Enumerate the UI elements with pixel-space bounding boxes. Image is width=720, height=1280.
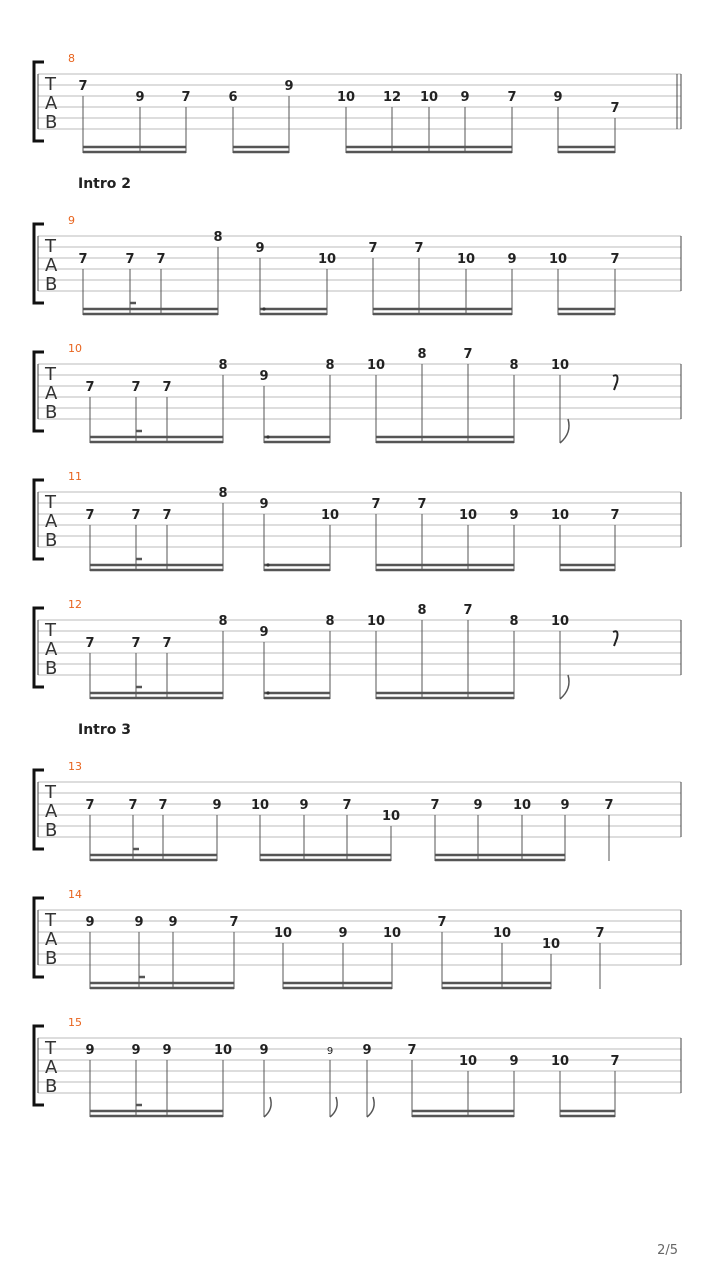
tab-letter-a: A — [45, 93, 58, 114]
fret-number: 10 — [317, 252, 337, 267]
section-label: Intro 2 — [78, 176, 132, 192]
fret-number: 9 — [85, 915, 95, 930]
fret-number: 10 — [382, 926, 402, 941]
fret-number: 10 — [419, 90, 439, 105]
fret-number: 7 — [604, 798, 614, 813]
fret-number: 7 — [417, 497, 427, 512]
fret-number: 8 — [417, 347, 427, 362]
fret-number: 9 — [259, 369, 269, 384]
fret-number: 9 — [560, 798, 570, 813]
measure-number: 14 — [68, 888, 82, 901]
fret-number: 10 — [336, 90, 356, 105]
rhythm-dot — [266, 435, 269, 438]
tab-letter-t: T — [45, 620, 56, 641]
fret-number: 10 — [458, 508, 478, 523]
fret-number: 7 — [368, 241, 378, 256]
fret-number: 10 — [250, 798, 270, 813]
fret-number: 7 — [610, 1054, 620, 1069]
measure-number: 11 — [68, 470, 82, 483]
fret-number: 8 — [325, 614, 335, 629]
fret-number: 8 — [218, 358, 228, 373]
fret-number: 10 — [550, 1054, 570, 1069]
fret-number: 9 — [168, 915, 178, 930]
tab-letter-b: B — [45, 274, 58, 295]
rhythm-dot — [266, 563, 269, 566]
measure-number: 13 — [68, 760, 82, 773]
fret-number: 7 — [78, 252, 88, 267]
fret-number: 9 — [259, 1043, 269, 1058]
fret-number: 9 — [460, 90, 470, 105]
fret-number: 10 — [456, 252, 476, 267]
fret-number: 9 — [509, 508, 519, 523]
tab-letter-t: T — [45, 782, 56, 803]
fret-number: 9 — [473, 798, 483, 813]
fret-number: 7 — [85, 798, 95, 813]
fret-number: 7 — [430, 798, 440, 813]
fret-number: 7 — [162, 380, 172, 395]
system-11 — [34, 470, 681, 571]
fret-number: 7 — [85, 636, 95, 651]
tab-letter-b: B — [45, 1076, 58, 1097]
fret-number: 10 — [273, 926, 293, 941]
fret-number: 9 — [135, 90, 145, 105]
fret-number: 10 — [550, 358, 570, 373]
fret-number: 9 — [507, 252, 517, 267]
fret-number: 9 — [259, 497, 269, 512]
fret-number: 8 — [218, 614, 228, 629]
tab-letter-b: B — [45, 820, 58, 841]
fret-number: 7 — [162, 636, 172, 651]
note-flag — [560, 675, 569, 699]
rhythm-dot — [262, 307, 265, 310]
tab-letter-a: A — [45, 1057, 58, 1078]
fret-number: 8 — [509, 614, 519, 629]
fret-number: 7 — [131, 380, 141, 395]
tab-letter-t: T — [45, 236, 56, 257]
tab-letter-b: B — [45, 402, 58, 423]
fret-number: 10 — [381, 809, 401, 824]
fret-number: 7 — [342, 798, 352, 813]
tab-letter-t: T — [45, 492, 56, 513]
fret-number: 9 — [284, 79, 294, 94]
fret-number: 10 — [550, 508, 570, 523]
measure-number: 12 — [68, 598, 82, 611]
eighth-rest — [613, 375, 618, 390]
fret-number: 7 — [156, 252, 166, 267]
fret-number: 9 — [362, 1043, 372, 1058]
section-label: Intro 3 — [78, 722, 132, 738]
fret-number: 7 — [131, 508, 141, 523]
tab-letter-b: B — [45, 948, 58, 969]
note-flag — [560, 419, 569, 443]
fret-number: 7 — [131, 636, 141, 651]
fret-number: 8 — [213, 230, 223, 245]
note-flag — [367, 1097, 374, 1117]
fret-number: 7 — [78, 79, 88, 94]
fret-number: 7 — [158, 798, 168, 813]
tab-letter-b: B — [45, 530, 58, 551]
fret-number: 7 — [414, 241, 424, 256]
tab-letter-b: B — [45, 658, 58, 679]
measure-number: 15 — [68, 1016, 82, 1029]
fret-number: 7 — [85, 380, 95, 395]
tab-letter-a: A — [45, 383, 58, 404]
measure-number: 9 — [68, 214, 75, 227]
fret-number: 10 — [550, 614, 570, 629]
measure-number: 8 — [68, 52, 75, 65]
fret-number: 7 — [610, 101, 620, 116]
fret-number: 9 — [162, 1043, 172, 1058]
page-number: 2/5 — [657, 1243, 678, 1258]
fret-number: 9 — [326, 1046, 334, 1057]
fret-number: 9 — [131, 1043, 141, 1058]
fret-number: 10 — [366, 614, 386, 629]
fret-number: 10 — [213, 1043, 233, 1058]
fret-number: 7 — [371, 497, 381, 512]
fret-number: 7 — [610, 252, 620, 267]
tab-letter-b: B — [45, 112, 58, 133]
fret-number: 8 — [417, 603, 427, 618]
fret-number: 7 — [125, 252, 135, 267]
fret-number: 10 — [458, 1054, 478, 1069]
fret-number: 7 — [407, 1043, 417, 1058]
fret-number: 12 — [382, 90, 402, 105]
fret-number: 7 — [181, 90, 191, 105]
fret-number: 6 — [228, 90, 238, 105]
system-14 — [34, 888, 681, 989]
fret-number: 7 — [162, 508, 172, 523]
fret-number: 7 — [437, 915, 447, 930]
fret-number: 9 — [212, 798, 222, 813]
fret-number: 8 — [325, 358, 335, 373]
fret-number: 10 — [366, 358, 386, 373]
fret-number: 10 — [320, 508, 340, 523]
tab-letter-a: A — [45, 801, 58, 822]
fret-number: 9 — [85, 1043, 95, 1058]
fret-number: 7 — [610, 508, 620, 523]
fret-number: 10 — [541, 937, 561, 952]
measure-number: 10 — [68, 342, 82, 355]
system-9 — [34, 176, 681, 315]
fret-number: 7 — [229, 915, 239, 930]
fret-number: 7 — [463, 347, 473, 362]
tab-letter-t: T — [45, 1038, 56, 1059]
fret-number: 7 — [128, 798, 138, 813]
note-flag — [264, 1097, 271, 1117]
fret-number: 7 — [463, 603, 473, 618]
tab-letter-t: T — [45, 74, 56, 95]
fret-number: 9 — [509, 1054, 519, 1069]
fret-number: 9 — [255, 241, 265, 256]
fret-number: 8 — [509, 358, 519, 373]
system-15 — [34, 1016, 681, 1117]
system-13 — [34, 722, 681, 861]
fret-number: 9 — [338, 926, 348, 941]
tab-letter-a: A — [45, 511, 58, 532]
fret-number: 8 — [218, 486, 228, 501]
rhythm-dot — [266, 691, 269, 694]
fret-number: 9 — [259, 625, 269, 640]
fret-number: 7 — [507, 90, 517, 105]
system-12 — [34, 598, 681, 699]
tab-letter-a: A — [45, 639, 58, 660]
fret-number: 7 — [595, 926, 605, 941]
tab-letter-t: T — [45, 364, 56, 385]
fret-number: 9 — [553, 90, 563, 105]
tab-letter-a: A — [45, 929, 58, 950]
fret-number: 10 — [512, 798, 532, 813]
note-flag — [330, 1097, 337, 1117]
tab-letter-t: T — [45, 910, 56, 931]
fret-number: 9 — [299, 798, 309, 813]
fret-number: 10 — [548, 252, 568, 267]
system-10 — [34, 342, 681, 443]
eighth-rest — [613, 631, 618, 646]
fret-number: 9 — [134, 915, 144, 930]
tab-letter-a: A — [45, 255, 58, 276]
fret-number: 10 — [492, 926, 512, 941]
system-8 — [34, 52, 681, 153]
fret-number: 7 — [85, 508, 95, 523]
